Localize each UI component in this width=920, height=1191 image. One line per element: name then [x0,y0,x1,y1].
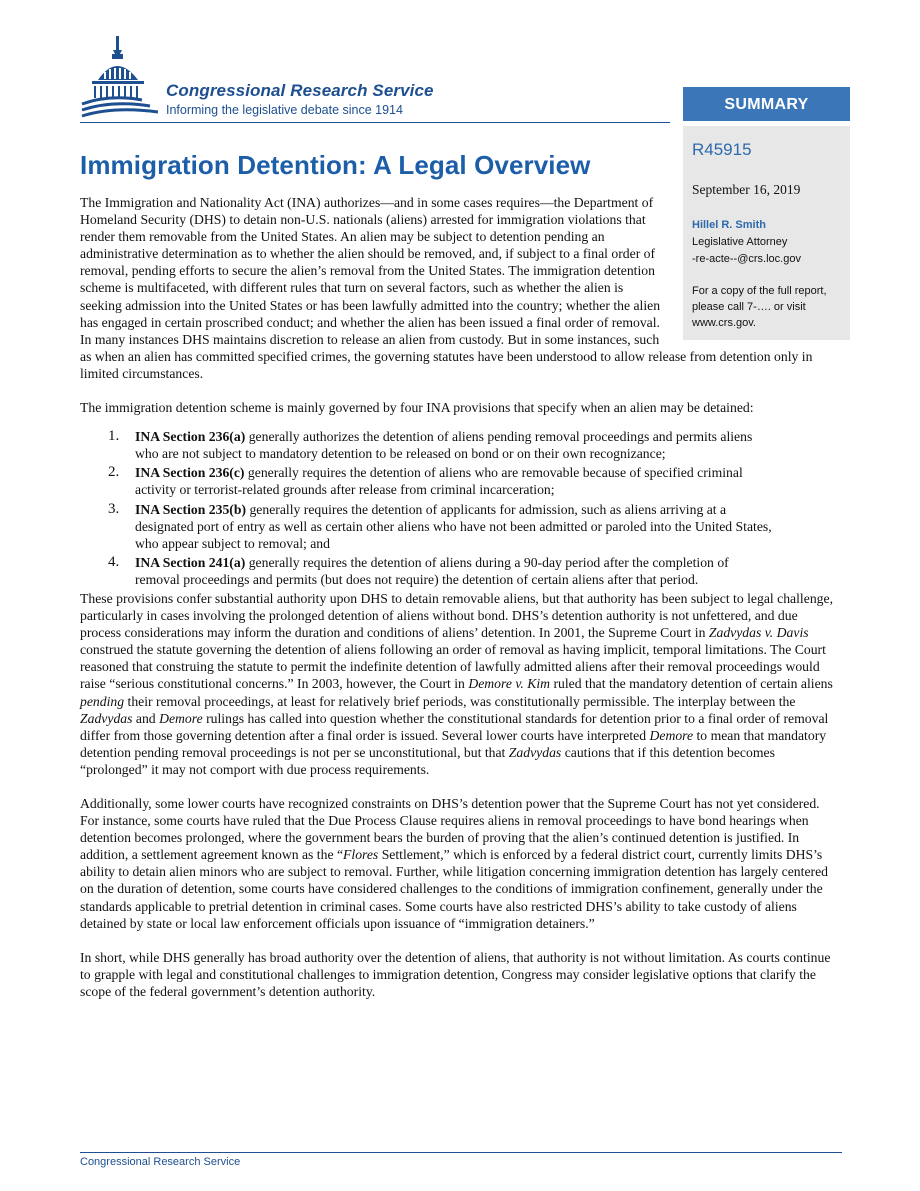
list-item: 3. INA Section 235(b) generally requires the detention of applicants for admission, such as aliens arriving at a designated port of entry as well as certain other aliens who have not been admitted or paroled into the United States, who appear subject to removal; and [108,500,772,551]
report-number: R45915 [692,140,752,159]
org-tagline: Informing the legislative debate since 1914 [166,103,403,117]
org-name: Congressional Research Service [166,81,434,100]
list-item: 4. INA Section 241(a) generally requires the detention of aliens during a 90-day period after the completion of removal proceedings and permits (but does not require) the detention of certain aliens after that period. [108,553,729,587]
lower-courts-paragraph: Additionally, some lower courts have recognized constraints on DHS’s detention power that the Supreme Court has not yet considered. For instance, some courts have ruled that the Due Process Clause requires aliens in removal proceedings to have bond hearings when detention becomes prolonged, where the government bears the burden of proving that the alien’s continued detention is justified. In addition, a settlement agreement known as the “Flores Settlement,” which is enforced by a federal district court, currently limits DHS’s ability to detain alien minors who are subject to removal. Further, while litigation concerning immigration detention has largely centered on the duration of detention, some courts have considered challenges to the conditions of immigration confinement, generally under the standards applicable to pretrial detention in criminal cases. Some courts have also restricted DHS’s ability to take custody of aliens detained by state or local law enforcement officials upon issuance of “immigration detainers.” [80,796,828,931]
list-item: 2. INA Section 236(c) generally requires the detention of aliens who are removable because of specified criminal activity or terrorist-related grounds after release from criminal incarceration; [108,464,743,498]
footer-org: Congressional Research Service [80,1156,241,1168]
crs-logo [80,34,680,124]
summary-body [80,194,842,1000]
report-date: September 16, 2019 [692,182,801,197]
court-paragraph: These provisions confer substantial authority upon DHS to detain removable aliens, but that authority has been subject to legal challenge, particularly in cases involving the prolonged detention of aliens without bond. DHS’s detention authority is not unfettered, and due process considerations may inform the duration and conditions of aliens’ detention. In 2001, the Supreme Court in Zadvydas v. Davis construed the statute governing the detention of aliens following an order of removal as having implicit, temporal limitations. The Court reasoned that construing the statute to permit the indefinite detention of lawfully admitted aliens after their removal proceedings would raise “serious constitutional concerns.” In 2003, however, the Court in Demore v. Kim ruled that the mandatory detention of certain aliens pending their removal proceedings, at least for relatively brief periods, was constitutionally permissible. The interplay between the Zadvydas and Demore rulings has called into question whether the constitutional standards for detention prior to a final order of removal differ from those governing detention after a final order is issued. Several lower courts have interpreted Demore to mean that mandatory detention pending removal proceedings is not per se unconstitutional, but that Zadvydas cautions that if this detention becomes “prolonged” it may not comport with due process requirements. [80,590,833,777]
provisions-list [80,428,842,588]
conclusion-paragraph: In short, while DHS generally has broad authority over the detention of aliens, that authority is not without limitation. As courts continue to grapple with legal and constitutional challenges to immigration detention, Congress may consider legislative options that clarify the scope of the federal government’s detention authority. [80,949,831,999]
copy-note: For a copy of the full report, please call 7-…. or visit www.crs.gov. [692,285,827,329]
provisions-intro: The immigration detention scheme is mainly governed by four INA provisions that specify when an alien may be detained: [80,400,754,416]
summary-heading: SUMMARY [683,87,850,121]
author-name: Hillel R. Smith [692,219,766,231]
capitol-dome-icon [80,34,164,124]
page-title: Immigration Detention: A Legal Overview [80,150,591,180]
header-divider [80,122,670,123]
footer-divider [80,1152,842,1153]
author-title: Legislative Attorney [692,236,788,248]
list-item: 1. INA Section 236(a) generally authorizes the detention of aliens pending removal proceedings and permits aliens who are not subject to mandatory detention to be released on bond or on their own recognizance; [108,428,753,462]
author-email[interactable]: -re-acte--@crs.loc.gov [692,253,801,265]
intro-paragraph: The Immigration and Nationality Act (INA) authorizes—and in some cases requires—the Department of Homeland Security (DHS) to detain non-U.S. nationals (aliens) arrested for immigration violations that render them removable from the United States. An alien may be subject to detention pending an administrative determination as to whether the alien should be removed, and, if subject to a final order of removal, pending efforts to secure the alien’s removal from the United States. The immigration detention scheme is multifaceted, with different rules that turn on several factors, such as whether the alien is seeking admission into the United States or has been lawfully admitted into the country; whether the alien has engaged in certain proscribed conduct; and whether the alien has been issued a final order of removal. In many instances DHS maintains discretion to release an alien from custody. But in some instances, such as when an alien has committed specified crimes, the governing statutes have been understood to allow release from detention only in limited circumstances. [80,195,813,381]
